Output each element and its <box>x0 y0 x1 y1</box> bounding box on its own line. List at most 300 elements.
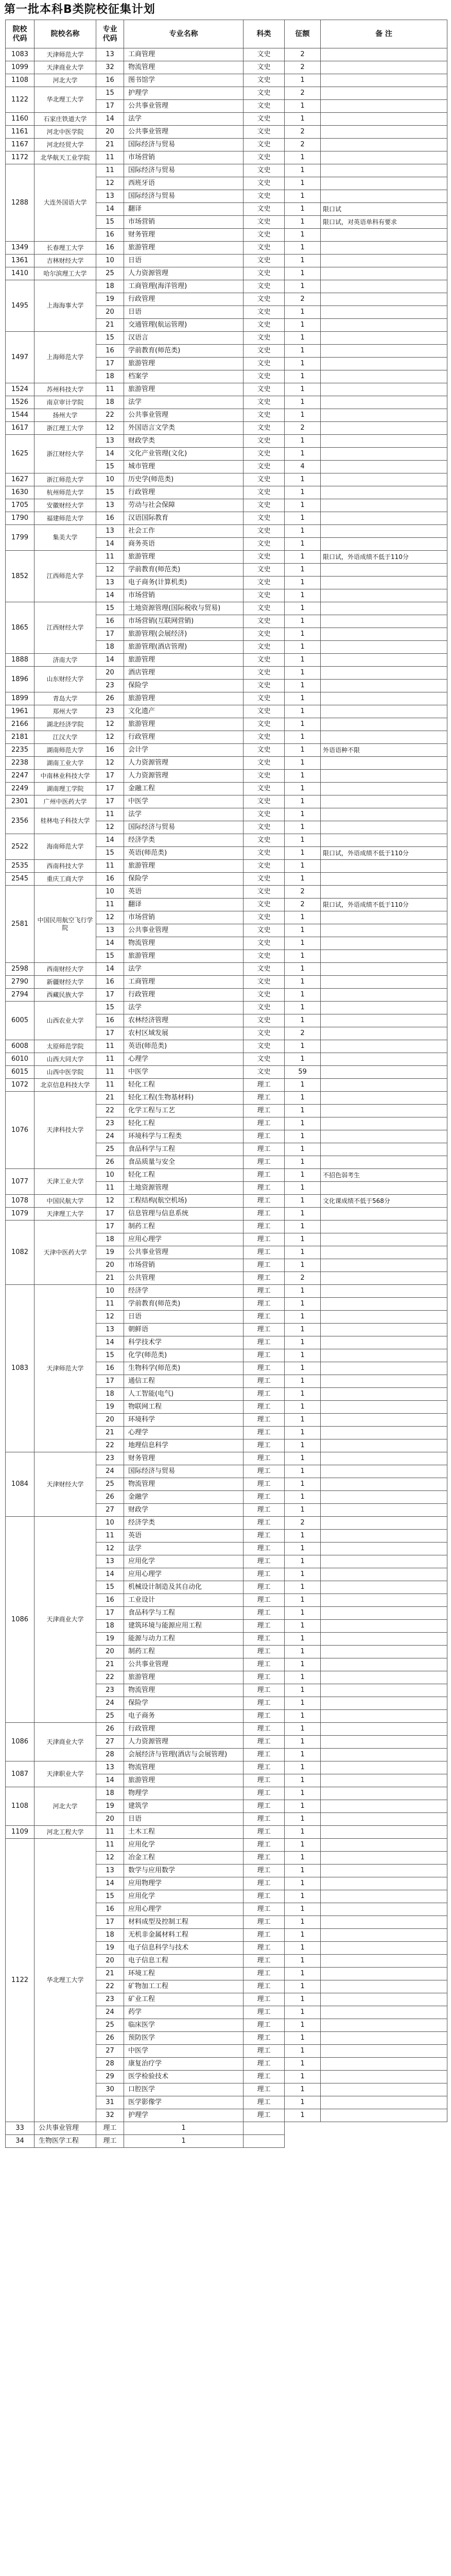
category-cell: 文史 <box>244 667 285 680</box>
major-code-cell: 26 <box>96 1723 124 1736</box>
school-name-cell: 西藏民族大学 <box>34 989 96 1002</box>
quota-cell: 2 <box>285 61 321 74</box>
table-row <box>6 486 447 499</box>
major-name-cell: 旅游管理 <box>124 1774 244 1787</box>
major-code-cell: 14 <box>96 834 124 847</box>
major-code-cell: 20 <box>96 1646 124 1658</box>
major-name-cell: 应用物理学 <box>124 1877 244 1890</box>
quota-cell: 1 <box>285 113 321 126</box>
major-name-cell: 旅游管理(酒店管理) <box>124 641 244 654</box>
category-cell: 理工 <box>244 1105 285 1117</box>
quota-cell: 1 <box>285 1040 321 1053</box>
school-name-cell: 浙江理工大学 <box>34 422 96 435</box>
quota-cell: 1 <box>285 770 321 783</box>
remarks-cell <box>321 345 447 358</box>
category-cell: 理工 <box>244 1555 285 1568</box>
school-name-cell: 杭州师范大学 <box>34 486 96 499</box>
school-code-cell: 1109 <box>6 1826 34 1839</box>
major-code-cell: 14 <box>96 589 124 602</box>
category-cell: 理工 <box>244 1955 285 1968</box>
table-row <box>6 989 447 1002</box>
quota-cell: 1 <box>285 680 321 692</box>
table-row <box>6 783 447 795</box>
category-cell: 理工 <box>244 1427 285 1439</box>
major-name-cell: 中医学 <box>124 1066 244 1079</box>
major-code-cell: 30 <box>96 2083 124 2096</box>
major-name-cell: 工商管理(海洋管理) <box>124 280 244 293</box>
category-cell: 理工 <box>244 1852 285 1865</box>
major-code-cell: 16 <box>96 345 124 358</box>
major-code-cell: 13 <box>96 525 124 538</box>
major-code-cell: 15 <box>96 1349 124 1362</box>
remarks-cell <box>321 61 447 74</box>
school-name-cell: 湖南工业大学 <box>34 757 96 770</box>
header-category: 科类 <box>244 20 285 48</box>
major-code-cell: 24 <box>96 1130 124 1143</box>
major-code-cell: 11 <box>96 1298 124 1311</box>
category-cell: 理工 <box>244 1465 285 1478</box>
quota-cell: 1 <box>285 950 321 963</box>
major-name-cell: 金融学 <box>124 1491 244 1504</box>
major-name-cell: 公共事业管理 <box>124 126 244 139</box>
remarks-cell <box>321 1761 447 1774</box>
category-cell: 文史 <box>244 731 285 744</box>
category-cell: 文史 <box>244 783 285 795</box>
remarks-cell <box>321 911 447 924</box>
remarks-cell <box>321 396 447 409</box>
category-cell: 文史 <box>244 1014 285 1027</box>
school-code-cell: 1160 <box>6 113 34 126</box>
school-code-cell: 1167 <box>6 139 34 151</box>
quota-cell: 2 <box>285 293 321 306</box>
quota-cell: 1 <box>285 448 321 461</box>
major-name-cell: 药学 <box>124 2006 244 2019</box>
category-cell: 文史 <box>244 293 285 306</box>
major-code-cell: 23 <box>96 705 124 718</box>
category-cell: 文史 <box>244 113 285 126</box>
school-name-cell: 天津商业大学 <box>34 1517 96 1723</box>
category-cell: 文史 <box>244 718 285 731</box>
remarks-cell <box>321 1916 447 1929</box>
school-name-cell: 天津师范大学 <box>34 48 96 61</box>
quota-cell: 1 <box>285 332 321 345</box>
school-code-cell: 2522 <box>6 834 34 860</box>
major-code-cell: 11 <box>96 899 124 911</box>
major-code-cell: 23 <box>96 1117 124 1130</box>
header-quota: 征额 <box>285 20 321 48</box>
school-name-cell: 长春理工大学 <box>34 242 96 255</box>
category-cell: 理工 <box>244 1929 285 1942</box>
major-name-cell: 材料成型及控制工程 <box>124 1916 244 1929</box>
table-row <box>6 1517 447 1530</box>
quota-cell: 1 <box>285 1852 321 1865</box>
school-code-cell: 1625 <box>6 435 34 473</box>
remarks-cell <box>321 1890 447 1903</box>
quota-cell: 2 <box>285 886 321 899</box>
quota-cell: 1 <box>285 1156 321 1169</box>
major-code-cell: 17 <box>96 989 124 1002</box>
category-cell: 理工 <box>244 1401 285 1414</box>
category-cell: 文史 <box>244 332 285 345</box>
category-cell: 文史 <box>244 370 285 383</box>
remarks-cell <box>321 139 447 151</box>
header-major-name: 专业名称 <box>124 20 244 48</box>
major-code-cell: 20 <box>96 1414 124 1427</box>
school-name-cell: 天津师范大学 <box>34 1285 96 1452</box>
major-name-cell: 学前教育(师范类) <box>124 564 244 577</box>
category-cell: 理工 <box>244 1658 285 1671</box>
school-code-cell: 2249 <box>6 783 34 795</box>
table-row <box>6 1761 447 1774</box>
major-code-cell: 15 <box>96 486 124 499</box>
remarks-cell <box>321 705 447 718</box>
major-name-cell: 预防医学 <box>124 2032 244 2045</box>
quota-cell: 1 <box>285 1620 321 1633</box>
category-cell: 理工 <box>244 1890 285 1903</box>
table-row <box>6 139 447 151</box>
table-row <box>6 976 447 989</box>
quota-cell: 1 <box>285 1182 321 1195</box>
major-name-cell: 旅游管理(会展经济) <box>124 628 244 641</box>
major-name-cell: 轻化工程 <box>124 1117 244 1130</box>
remarks-cell <box>321 963 447 976</box>
quota-cell: 1 <box>285 1813 321 1826</box>
category-cell: 理工 <box>244 1993 285 2006</box>
school-name-cell: 南京审计学院 <box>34 396 96 409</box>
major-name-cell: 科学技术学 <box>124 1336 244 1349</box>
school-name-cell: 山西中医学院 <box>34 1066 96 1079</box>
quota-cell: 1 <box>285 1002 321 1014</box>
remarks-cell <box>321 641 447 654</box>
remarks-cell <box>321 795 447 808</box>
quota-cell: 1 <box>285 2019 321 2032</box>
quota-cell: 1 <box>285 1594 321 1607</box>
school-name-cell: 上海海事大学 <box>34 280 96 332</box>
quota-cell: 1 <box>285 1452 321 1465</box>
table-row <box>6 280 447 293</box>
remarks-cell: 限口试，外语成绩不低于110分 <box>321 551 447 564</box>
major-code-cell: 11 <box>96 1530 124 1543</box>
major-code-cell: 19 <box>96 1401 124 1414</box>
major-name-cell: 人力资源管理 <box>124 757 244 770</box>
remarks-cell <box>321 1092 447 1105</box>
school-code-cell: 1077 <box>6 1169 34 1195</box>
school-name-cell: 北华航天工业学院 <box>34 151 96 164</box>
remarks-cell <box>321 1014 447 1027</box>
major-code-cell: 21 <box>96 1272 124 1285</box>
quota-cell: 1 <box>285 100 321 113</box>
major-code-cell: 14 <box>96 654 124 667</box>
school-code-cell: 1288 <box>6 164 34 242</box>
table-row <box>6 332 447 345</box>
category-cell: 文史 <box>244 473 285 486</box>
remarks-cell <box>321 731 447 744</box>
category-cell: 理工 <box>244 1285 285 1298</box>
major-name-cell: 人力资源管理 <box>124 770 244 783</box>
remarks-cell <box>321 1324 447 1336</box>
school-code-cell: 1086 <box>6 1723 34 1761</box>
category-cell: 理工 <box>244 2032 285 2045</box>
category-cell: 理工 <box>244 1324 285 1336</box>
remarks-cell <box>321 886 447 899</box>
quota-cell: 1 <box>285 860 321 873</box>
major-name-cell: 旅游管理 <box>124 860 244 873</box>
table-row <box>6 654 447 667</box>
major-code-cell: 32 <box>96 61 124 74</box>
quota-cell: 1 <box>285 1581 321 1594</box>
table-row <box>6 126 447 139</box>
table-row <box>6 1092 447 1105</box>
quota-cell: 1 <box>285 924 321 937</box>
major-code-cell: 18 <box>96 1929 124 1942</box>
category-cell: 文史 <box>244 306 285 319</box>
major-code-cell: 26 <box>96 1491 124 1504</box>
quota-cell: 1 <box>285 1710 321 1723</box>
category-cell: 理工 <box>244 1517 285 1530</box>
table-row <box>6 242 447 255</box>
quota-cell: 1 <box>285 473 321 486</box>
quota-cell: 1 <box>285 1491 321 1504</box>
table-row <box>6 795 447 808</box>
major-code-cell: 24 <box>96 2006 124 2019</box>
quota-cell: 1 <box>285 1414 321 1427</box>
major-code-cell: 27 <box>96 1736 124 1749</box>
major-name-cell: 心理学 <box>124 1427 244 1439</box>
major-name-cell: 冶金工程 <box>124 1852 244 1865</box>
remarks-cell <box>321 2083 447 2096</box>
quota-cell: 1 <box>285 1942 321 1955</box>
school-code-cell: 2301 <box>6 795 34 808</box>
major-name-cell: 护理学 <box>124 87 244 100</box>
quota-cell: 1 <box>285 2096 321 2109</box>
quota-cell: 1 <box>285 242 321 255</box>
school-code-cell: 6015 <box>6 1066 34 1079</box>
category-cell: 文史 <box>244 177 285 190</box>
quota-cell: 1 <box>285 873 321 886</box>
table-row <box>6 705 447 718</box>
category-cell: 理工 <box>244 1568 285 1581</box>
major-code-cell: 18 <box>96 1620 124 1633</box>
school-name-cell: 福建师范大学 <box>34 512 96 525</box>
major-code-cell: 20 <box>96 1259 124 1272</box>
major-name-cell: 法学 <box>124 396 244 409</box>
major-code-cell: 17 <box>96 1607 124 1620</box>
remarks-cell <box>321 1465 447 1478</box>
school-name-cell: 河北大学 <box>34 74 96 87</box>
major-code-cell: 23 <box>96 680 124 692</box>
school-code-cell: 1122 <box>6 1839 34 2122</box>
category-cell: 文史 <box>244 577 285 589</box>
category-cell: 理工 <box>244 1375 285 1388</box>
quota-cell: 1 <box>285 1671 321 1684</box>
remarks-cell <box>321 1903 447 1916</box>
remarks-cell <box>321 1865 447 1877</box>
major-code-cell: 25 <box>96 1478 124 1491</box>
major-name-cell: 旅游管理 <box>124 654 244 667</box>
major-name-cell: 会展经济与管理(酒店与会展管理) <box>124 1749 244 1761</box>
remarks-cell <box>321 126 447 139</box>
major-name-cell: 公共事业管理 <box>124 409 244 422</box>
category-cell: 文史 <box>244 795 285 808</box>
quota-cell: 1 <box>285 976 321 989</box>
major-name-cell: 日语 <box>124 255 244 267</box>
remarks-cell <box>321 1684 447 1697</box>
remarks-cell <box>321 1182 447 1195</box>
major-code-cell: 10 <box>96 1517 124 1530</box>
major-name-cell: 环境科学与工程类 <box>124 1130 244 1143</box>
school-code-cell: 2790 <box>6 976 34 989</box>
major-name-cell: 人力资源管理 <box>124 267 244 280</box>
category-cell: 理工 <box>244 1452 285 1465</box>
quota-cell: 1 <box>285 190 321 203</box>
remarks-cell <box>321 1658 447 1671</box>
quota-cell: 1 <box>285 1439 321 1452</box>
major-name-cell: 外国语言文学类 <box>124 422 244 435</box>
category-cell: 理工 <box>244 1195 285 1208</box>
category-cell: 文史 <box>244 499 285 512</box>
quota-cell: 1 <box>285 203 321 216</box>
quota-cell: 1 <box>285 1736 321 1749</box>
remarks-cell <box>321 1117 447 1130</box>
major-name-cell: 食品质量与安全 <box>124 1156 244 1169</box>
remarks-cell <box>321 976 447 989</box>
school-code-cell: 1705 <box>6 499 34 512</box>
remarks-cell <box>321 461 447 473</box>
school-name-cell: 西南科技大学 <box>34 860 96 873</box>
school-name-cell: 西南财经大学 <box>34 963 96 976</box>
quota-cell: 1 <box>285 1800 321 1813</box>
school-name-cell: 集美大学 <box>34 525 96 551</box>
major-name-cell: 应用化学 <box>124 1839 244 1852</box>
major-code-cell: 15 <box>96 216 124 229</box>
major-name-cell: 翻译 <box>124 203 244 216</box>
quota-cell: 1 <box>285 1478 321 1491</box>
remarks-cell <box>321 2071 447 2083</box>
school-code-cell: 2598 <box>6 963 34 976</box>
category-cell: 理工 <box>244 1221 285 1233</box>
remarks-cell <box>321 229 447 242</box>
category-cell: 文史 <box>244 615 285 628</box>
remarks-cell: 文化课成绩不低于568分 <box>321 1195 447 1208</box>
table-row <box>6 1452 447 1465</box>
school-code-cell: 2356 <box>6 808 34 834</box>
quota-cell: 1 <box>285 1285 321 1298</box>
category-cell: 理工 <box>244 1761 285 1774</box>
major-name-cell: 汉语言 <box>124 332 244 345</box>
remarks-cell <box>321 538 447 551</box>
major-code-cell: 17 <box>96 1375 124 1388</box>
major-name-cell: 口腔医学 <box>124 2083 244 2096</box>
quota-cell: 1 <box>285 358 321 370</box>
major-name-cell: 社会工作 <box>124 525 244 538</box>
quota-cell: 2 <box>285 87 321 100</box>
major-code-cell: 12 <box>96 422 124 435</box>
quota-cell: 1 <box>285 1014 321 1027</box>
major-code-cell: 16 <box>96 74 124 87</box>
major-code-cell: 33 <box>6 2122 34 2135</box>
major-code-cell: 22 <box>96 1105 124 1117</box>
remarks-cell <box>321 448 447 461</box>
major-code-cell: 14 <box>96 1877 124 1890</box>
category-cell: 文史 <box>244 242 285 255</box>
major-name-cell: 建筑环境与能源应用工程 <box>124 1620 244 1633</box>
category-cell: 文史 <box>244 512 285 525</box>
major-name-cell: 生物科学(师范类) <box>124 1362 244 1375</box>
remarks-cell <box>321 525 447 538</box>
major-name-cell: 物流管理 <box>124 1761 244 1774</box>
school-code-cell: 1076 <box>6 1092 34 1169</box>
category-cell: 理工 <box>244 1336 285 1349</box>
major-code-cell: 12 <box>96 821 124 834</box>
table-row <box>6 1040 447 1053</box>
major-code-cell: 16 <box>96 1594 124 1607</box>
quota-cell: 1 <box>285 692 321 705</box>
major-name-cell: 保险学 <box>124 680 244 692</box>
quota-cell: 1 <box>285 1401 321 1414</box>
quota-cell: 1 <box>285 1555 321 1568</box>
quota-cell: 1 <box>285 1839 321 1852</box>
category-cell: 文史 <box>244 203 285 216</box>
school-code-cell: 1495 <box>6 280 34 332</box>
major-code-cell: 13 <box>96 48 124 61</box>
major-name-cell: 矿物加工工程 <box>124 1980 244 1993</box>
major-name-cell: 食品科学与工程 <box>124 1607 244 1620</box>
major-code-cell: 27 <box>96 1504 124 1517</box>
category-cell: 文史 <box>244 164 285 177</box>
quota-cell: 1 <box>285 1311 321 1324</box>
quota-cell: 1 <box>285 538 321 551</box>
school-code-cell: 1099 <box>6 61 34 74</box>
major-name-cell: 文化产业管理(文化) <box>124 448 244 461</box>
category-cell: 文史 <box>244 808 285 821</box>
remarks-cell <box>321 2006 447 2019</box>
major-name-cell: 信息管理与信息系统 <box>124 1208 244 1221</box>
remarks-cell <box>321 692 447 705</box>
category-cell: 理工 <box>244 1581 285 1594</box>
major-name-cell: 旅游管理 <box>124 551 244 564</box>
major-name-cell: 应用化学 <box>124 1555 244 1568</box>
category-cell: 文史 <box>244 255 285 267</box>
category-cell: 理工 <box>244 2006 285 2019</box>
school-code-cell: 1122 <box>6 87 34 113</box>
remarks-cell <box>321 1156 447 1169</box>
remarks-cell <box>321 2109 447 2122</box>
major-name-cell: 建筑学 <box>124 1800 244 1813</box>
major-name-cell: 能源与动力工程 <box>124 1633 244 1646</box>
school-code-cell: 6010 <box>6 1053 34 1066</box>
remarks-cell <box>321 177 447 190</box>
major-code-cell: 11 <box>96 1040 124 1053</box>
major-code-cell: 15 <box>96 1002 124 1014</box>
quota-cell: 1 <box>285 1787 321 1800</box>
table-row <box>6 667 447 680</box>
remarks-cell <box>321 667 447 680</box>
category-cell: 文史 <box>244 641 285 654</box>
school-name-cell: 天津商业大学 <box>34 61 96 74</box>
remarks-cell <box>321 1362 447 1375</box>
major-code-cell: 17 <box>96 1208 124 1221</box>
school-name-cell: 江西财经大学 <box>34 602 96 654</box>
quota-cell: 1 <box>285 744 321 757</box>
school-code-cell: 1790 <box>6 512 34 525</box>
category-cell: 理工 <box>244 2019 285 2032</box>
remarks-cell <box>321 1530 447 1543</box>
table-body <box>6 48 447 2148</box>
table-row <box>6 718 447 731</box>
school-code-cell: 1410 <box>6 267 34 280</box>
quota-cell: 1 <box>285 319 321 332</box>
table-row <box>6 770 447 783</box>
